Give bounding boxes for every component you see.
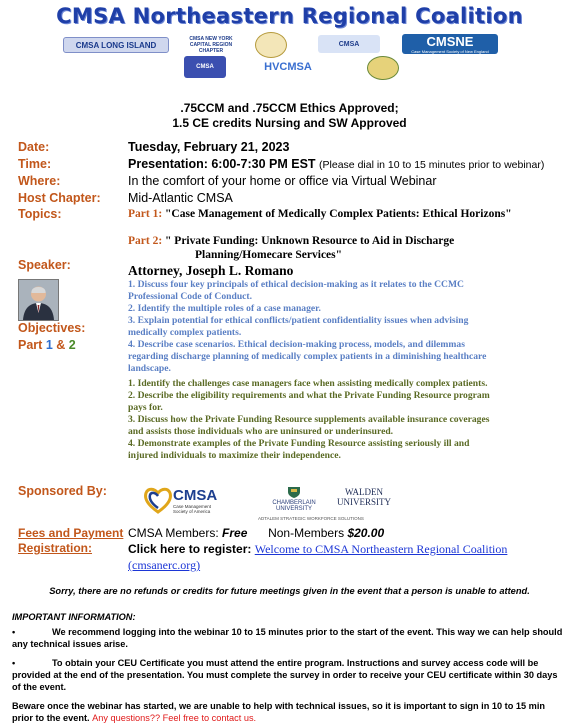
bullet-icon: • xyxy=(12,658,16,668)
register-line xyxy=(128,542,507,557)
contact-us-text: Any questions?? Feel free to contact us. xyxy=(92,713,257,723)
objective-line: landscape. xyxy=(128,363,171,374)
register-label: Click here to register: xyxy=(128,542,252,556)
chamberlain-shield-icon xyxy=(287,486,301,498)
objectives-part2 xyxy=(128,378,558,462)
event-time xyxy=(128,157,544,171)
objective-line: 3. Explain potential for ethical conflicts/patient confidentiality issues when advising xyxy=(128,315,469,326)
fees-label-line2: Registration: xyxy=(18,541,93,555)
part1-title: "Case Management of Medically Complex Patients: Ethical Horizons" xyxy=(165,208,512,220)
refund-notice: Sorry, there are no refunds or credits for future meetings given in the event that a person is unable to attend. xyxy=(49,586,530,596)
host-chapter-label: Host Chapter: xyxy=(18,191,101,205)
objectives-label: Objectives: xyxy=(18,321,86,335)
info-item-3-text: Beware once the webinar has started, we are unable to help with technical issues, so it is important to sign in 10 to 15 min prior to the event. xyxy=(12,701,546,723)
walden-logo: WALDEN UNIVERSITY xyxy=(337,487,391,507)
objectives-part1 xyxy=(128,279,558,375)
coalition-title: CMSA Northeastern Regional Coalition xyxy=(56,4,523,28)
host-chapter: Mid-Atlantic CMSA xyxy=(128,191,233,205)
part1-label: Part 1: xyxy=(128,208,163,220)
register-link-domain[interactable]: (cmsanerc.org) xyxy=(128,558,201,572)
objective-line: Professional Code of Conduct. xyxy=(128,291,253,302)
part2-label: Part 2: xyxy=(128,235,163,247)
cmsne-logo-text: CMSNE xyxy=(426,34,474,49)
cmsne-logo xyxy=(402,34,498,54)
objective-line: 4. Describe case scenarios. Ethical decision-making process, models, and dilemmas xyxy=(128,339,465,350)
part-one-number: 1 xyxy=(45,338,53,352)
objective-line: 2. Describe the eligibility requirements and what the Private Funding Resource program xyxy=(128,390,490,401)
speaker-label: Speaker: xyxy=(18,258,71,272)
cmsa-sponsor-logo xyxy=(143,486,225,514)
info-item-2 xyxy=(12,657,564,693)
cmsa-pa-logo: CMSA xyxy=(184,56,226,78)
info-item-3 xyxy=(12,700,564,724)
event-date: Tuesday, February 21, 2023 xyxy=(128,140,290,154)
part-word: Part xyxy=(18,338,43,352)
info-item-1 xyxy=(12,626,564,650)
cmsa-mid-logo: CMSA xyxy=(318,35,380,53)
non-members-price: $20.00 xyxy=(347,526,385,540)
part-two-number: 2 xyxy=(68,338,76,352)
speaker-portrait-icon xyxy=(19,280,58,320)
sponsored-by-label: Sponsored By: xyxy=(18,484,107,498)
cmsa-sponsor-sub: Case Management Society of America xyxy=(173,504,212,514)
event-where: In the comfort of your home or office via Virtual Webinar xyxy=(128,174,437,188)
objectives-parts-label xyxy=(18,338,76,352)
topic-part-1 xyxy=(128,208,512,220)
cmsa-heart-icon xyxy=(143,486,173,514)
objective-line: 1. Discuss four key principals of ethical decision-making as it relates to the CCMC xyxy=(128,279,464,290)
objective-line: 1. Identify the challenges case managers face when assisting medically complex patients. xyxy=(128,378,488,389)
chamberlain-name: CHAMBERLAIN UNIVERSITY xyxy=(272,500,316,512)
credits-line-1: .75CCM and .75CCM Ethics Approved; xyxy=(180,101,399,115)
ampersand: & xyxy=(56,338,66,352)
where-label: Where: xyxy=(18,174,61,188)
fees-line xyxy=(128,526,384,540)
nycap-logo-text: CMSA NEW YORK CAPITAL REGION CHAPTER xyxy=(189,36,233,53)
time-main: Presentation: 6:00-7:30 PM EST xyxy=(128,157,316,171)
members-price: Free xyxy=(222,526,248,540)
objective-line: and assists those individuals who are uninsured or underinsured. xyxy=(128,426,394,437)
info-item-2-text: To obtain your CEU Certificate you must attend the entire program. Instructions and survey access code will be provided at the end of the presentation. You must complete the survey in order to receive your CEU certificate within 30 days of the event. xyxy=(12,658,558,692)
members-label: CMSA Members: xyxy=(128,526,219,540)
objective-line: pays for. xyxy=(128,402,163,413)
cmsa-long-island-logo: CMSA LONG ISLAND xyxy=(63,37,169,53)
register-link[interactable]: Welcome to CMSA Northeastern Regional Coalition xyxy=(254,542,508,556)
fees-label-line1: Fees and Payment xyxy=(18,526,124,540)
part2-title-a: " Private Funding: Unknown Resource to Aid in Discharge xyxy=(165,235,455,247)
speaker-photo xyxy=(18,279,59,321)
cmsne-logo-tagline: Case Management Society of New England xyxy=(411,49,489,54)
objective-line: medically complex patients. xyxy=(128,327,242,338)
part2-title-b: Planning/Homecare Services" xyxy=(195,249,343,261)
topic-part-2 xyxy=(128,235,454,247)
adtalem-tagline: ADTALEM STRATEGIC WORKFORCE SOLUTIONS xyxy=(258,516,364,521)
objective-line: injured individuals to maximize their independence. xyxy=(128,450,341,461)
cmsa-nycap-logo xyxy=(178,36,244,53)
register-link-cont xyxy=(128,558,200,573)
time-label: Time: xyxy=(18,157,52,171)
speaker-name: Attorney, Joseph L. Romano xyxy=(128,263,294,278)
chamberlain-logo xyxy=(259,486,329,514)
fees-registration-label xyxy=(18,526,123,556)
non-members-label: Non-Members xyxy=(268,526,345,540)
objective-line: 3. Discuss how the Private Funding Resource supplements available insurance coverages xyxy=(128,414,490,425)
credits-line-2: 1.5 CE credits Nursing and SW Approved xyxy=(172,116,407,130)
bullet-icon: • xyxy=(12,627,16,637)
important-heading: IMPORTANT INFORMATION: xyxy=(12,612,136,622)
topics-label: Topics: xyxy=(18,207,62,221)
region-seal-icon xyxy=(367,56,399,80)
time-note: (Please dial in 10 to 15 minutes prior to webinar) xyxy=(319,159,545,171)
date-label: Date: xyxy=(18,140,50,154)
cmsa-sponsor-name: CMSA xyxy=(173,487,218,504)
info-item-1-text: We recommend logging into the webinar 10 to 15 minutes prior to the start of the event. This way we can help should any technical issues arise. xyxy=(12,627,563,649)
hvcmsa-logo: HVCMSA xyxy=(255,58,321,76)
chapter-seal-icon xyxy=(255,32,287,58)
objective-line: 2. Identify the multiple roles of a case manager. xyxy=(128,303,321,314)
objective-line: regarding discharge planning of medically complex patients in a diminishing healthcare xyxy=(128,351,487,362)
objective-line: 4. Demonstrate examples of the Private Funding Resource assisting seriously ill and xyxy=(128,438,470,449)
